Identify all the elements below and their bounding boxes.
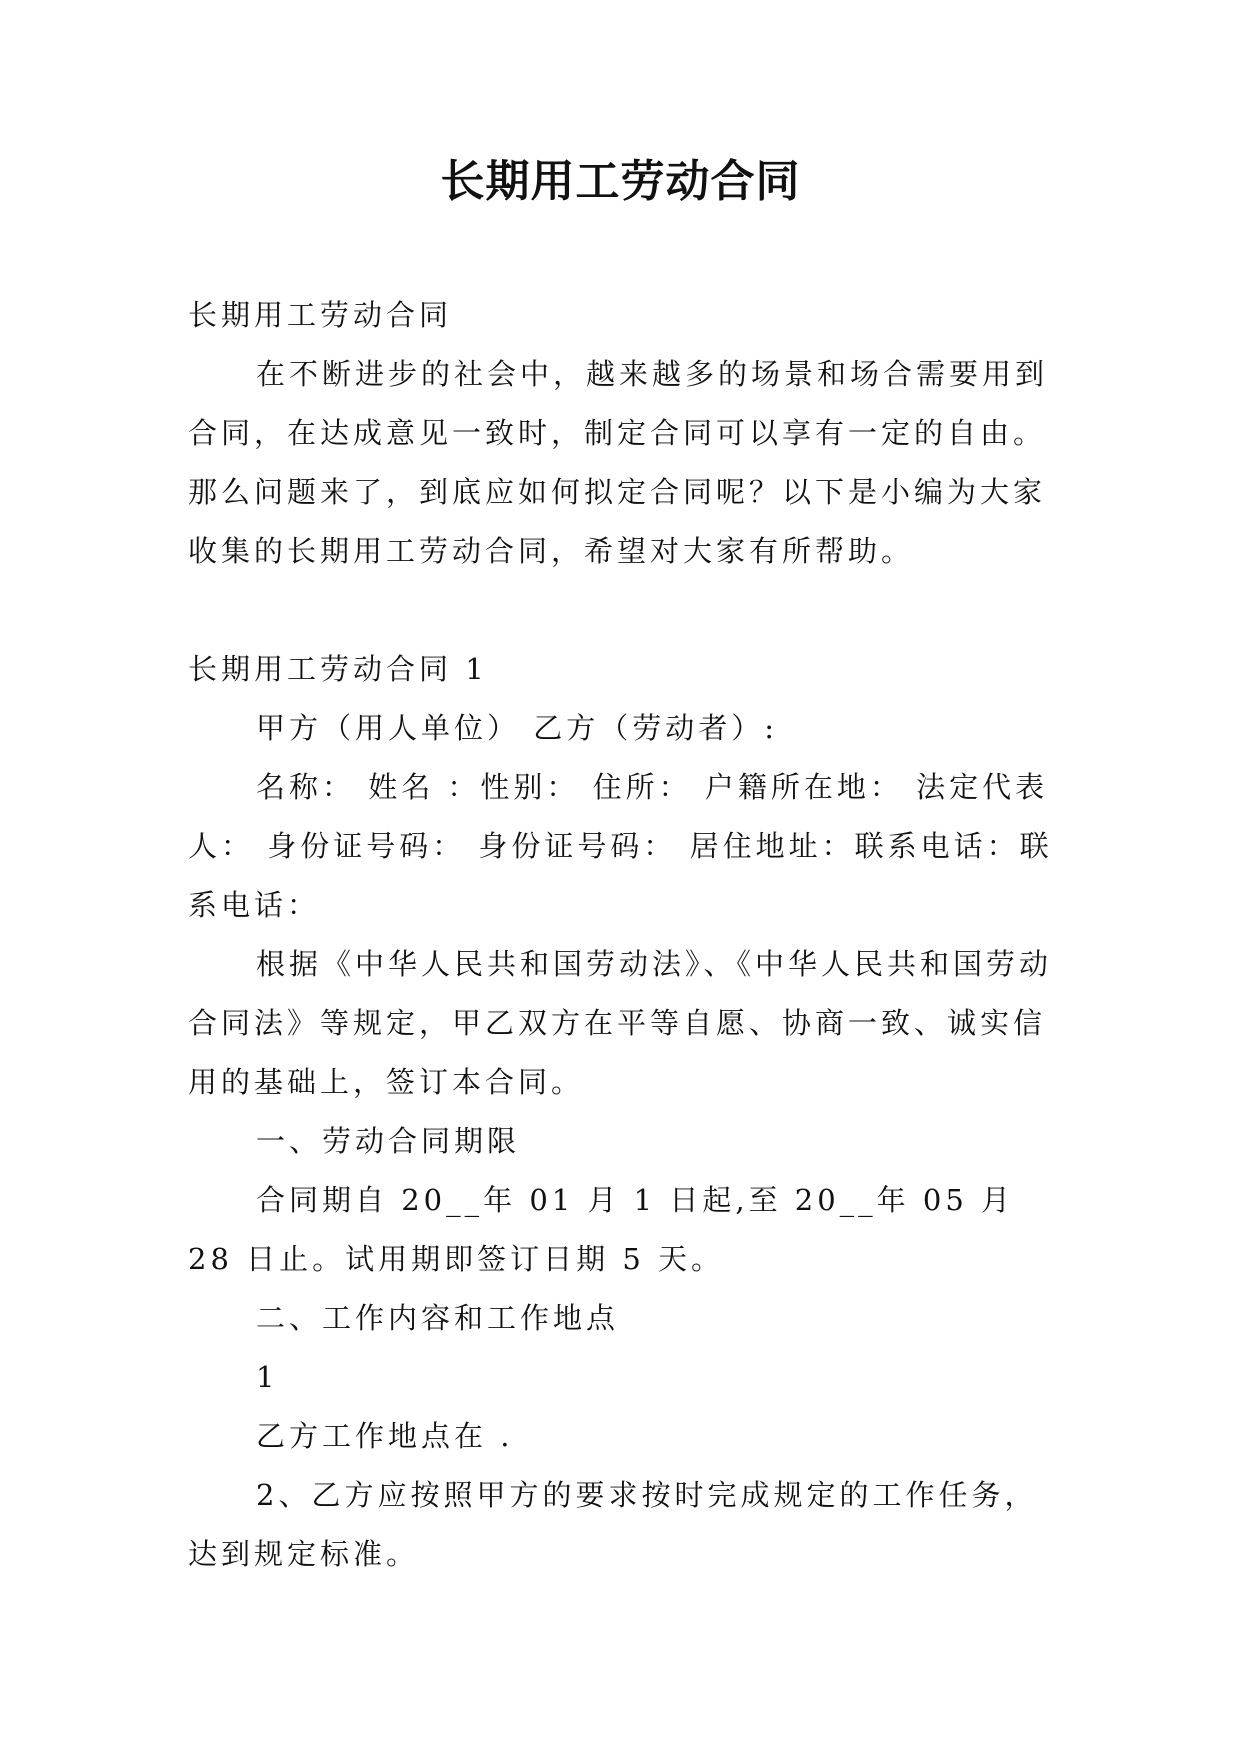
parties-line: 甲方（用人单位） 乙方（劳动者）: — [256, 711, 778, 745]
section-1-heading: 一、劳动合同期限 — [256, 1124, 521, 1158]
document-body — [188, 286, 1068, 1584]
legal-basis-paragraph: 根据《中华人民共和国劳动法》、《中华人民共和国劳动合同法》等规定，甲乙双方在平等自愿、协商一致、诚实信用的基础上，签订本合同。 — [188, 947, 1053, 1099]
intro-paragraph: 在不断进步的社会中，越来越多的场景和场合需要用到合同，在达成意见一致时，制定合同可以享有一定的自由。那么问题来了，到底应如何拟定合同呢？以下是小编为大家收集的长期用工劳动合同，希望对大家有所帮助。 — [188, 357, 1049, 568]
section-2-heading: 二、工作内容和工作地点 — [256, 1301, 620, 1335]
contract-1-heading: 长期用工劳动合同 1 — [188, 652, 488, 686]
item-2-paragraph: 2、乙方应按照甲方的要求按时完成规定的工作任务，达到规定标准。 — [188, 1478, 1038, 1571]
document-title: 长期用工劳动合同 — [440, 156, 801, 207]
work-location-line: 乙方工作地点在 . — [256, 1419, 514, 1453]
contract-term-paragraph: 合同期自 20__年 01 月 1 日起,至 20__年 05 月 28 日止。试用期即签订日期 5 天。 — [188, 1183, 1015, 1276]
subtitle: 长期用工劳动合同 — [188, 298, 453, 332]
party-fields: 名称： 姓名 ：性别： 住所： 户籍所在地： 法定代表人： 身份证号码： 身份证号码： 居住地址：联系电话：联系电话： — [188, 770, 1053, 922]
item-number: 1 — [256, 1360, 279, 1394]
